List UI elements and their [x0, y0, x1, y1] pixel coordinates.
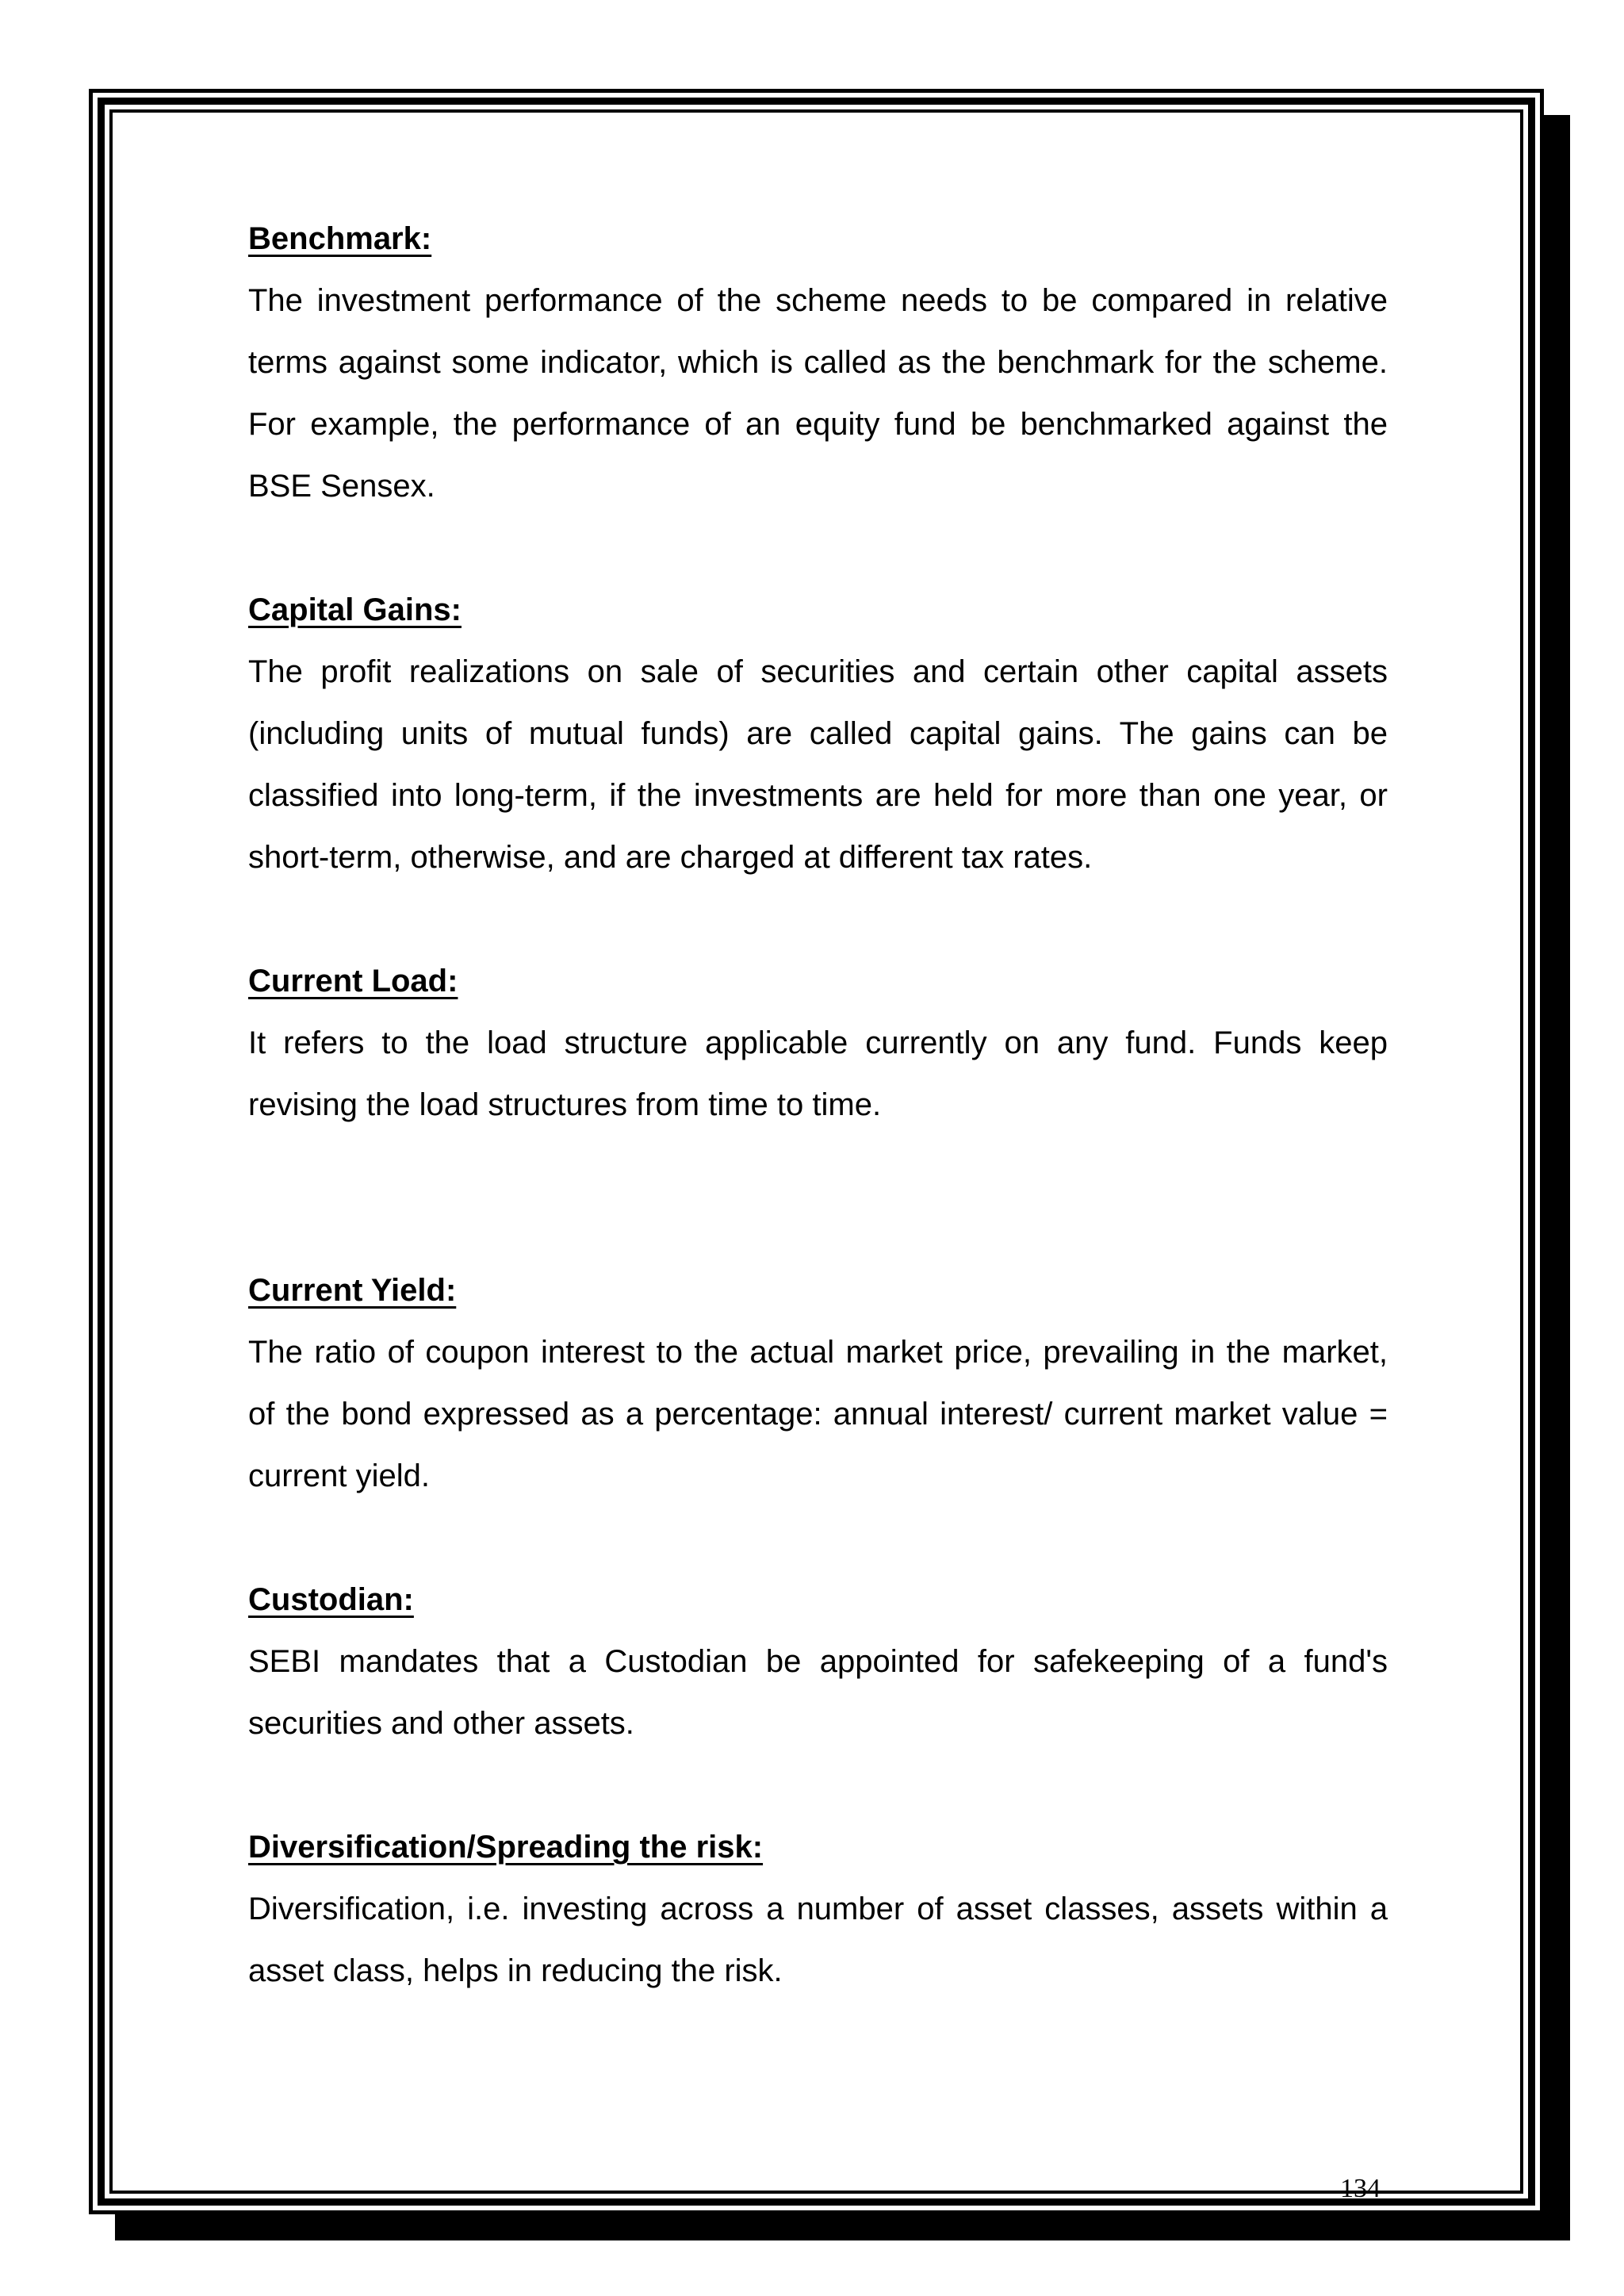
glossary-term: Diversification/Spreading the risk: — [248, 1830, 764, 1865]
glossary-entry-custodian — [248, 1569, 1388, 1754]
spacer — [248, 1136, 1388, 1259]
glossary-entry-capital-gains — [248, 579, 1388, 888]
glossary-entry-current-yield — [248, 1259, 1388, 1507]
glossary-entry-benchmark — [248, 208, 1388, 517]
spacer — [248, 888, 1388, 950]
glossary-content — [248, 208, 1388, 2002]
glossary-definition: The ratio of coupon interest to the actual market price, prevailing in the market, of the bond expressed as a percentage: annual interest/ current market value = current yield. — [248, 1335, 1388, 1493]
glossary-definition: The investment performance of the scheme needs to be compared in relative terms against some indicator, which is called as the benchmark for the scheme. For example, the performance of an equity fund be benchmarked against the BSE Sensex. — [248, 283, 1388, 504]
glossary-term: Benchmark: — [248, 221, 432, 256]
glossary-entry-current-load — [248, 950, 1388, 1136]
glossary-definition: Diversification, i.e. investing across a number of asset classes, assets within a asset class, helps in reducing the risk. — [248, 1892, 1388, 1988]
glossary-definition: The profit realizations on sale of securities and certain other capital assets (including units of mutual funds) are called capital gains. The gains can be classified into long-term, if the investments are held for more than one year, or short-term, otherwise, and are charged at different tax rates. — [248, 654, 1388, 875]
spacer — [248, 517, 1388, 579]
glossary-definition: SEBI mandates that a Custodian be appointed for safekeeping of a fund's securities and other assets. — [248, 1644, 1388, 1741]
glossary-definition: It refers to the load structure applicable currently on any fund. Funds keep revising the load structures from time to time. — [248, 1025, 1388, 1122]
glossary-term: Current Load: — [248, 964, 458, 999]
glossary-term: Current Yield: — [248, 1273, 457, 1308]
glossary-term: Custodian: — [248, 1582, 414, 1617]
glossary-entry-diversification — [248, 1816, 1388, 2002]
glossary-term: Capital Gains: — [248, 592, 462, 627]
page-number: 134 — [1340, 2174, 1381, 2203]
spacer — [248, 1754, 1388, 1816]
spacer — [248, 1507, 1388, 1569]
